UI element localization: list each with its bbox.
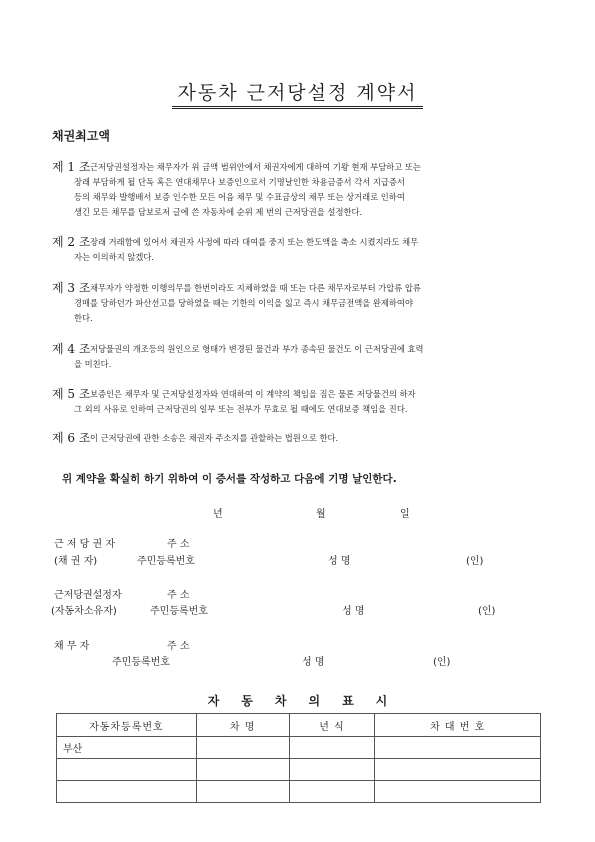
article-line: 경매를 당하던가 파산선고를 당하였을 때는 기한의 이익을 잃고 즉시 채무금전액을 완제하여야 bbox=[74, 298, 413, 308]
date-month-label: 월 bbox=[316, 509, 326, 520]
date-day-label: 일 bbox=[400, 509, 410, 520]
article-line: 등의 채무와 발행배서 보증 인수한 모든 어음 채무 및 수표금상의 채무 또는 상거래로 인하여 bbox=[74, 192, 405, 202]
debtor-id-label: 주민등록번호 bbox=[112, 657, 170, 668]
article-3 bbox=[52, 281, 542, 326]
article-1 bbox=[52, 160, 542, 220]
article-number: 제 3 조 bbox=[52, 281, 91, 295]
declaration-statement: 위 계약을 확실히 하기 위하여 이 증서를 작성하고 다음에 기명 날인한다. bbox=[62, 473, 397, 485]
article-2 bbox=[52, 235, 542, 265]
mortgagee-name-label: 성 명 bbox=[328, 556, 351, 567]
article-number: 제 1 조 bbox=[52, 160, 91, 174]
article-4 bbox=[52, 342, 542, 372]
article-line: 장래 부담하게 될 단독 혹은 연대채무나 보증인으로서 기명날인한 차용금증서 각서 지급증서 bbox=[74, 177, 405, 187]
article-number: 제 2 조 bbox=[52, 235, 91, 249]
document-title bbox=[0, 78, 595, 109]
article-5 bbox=[52, 387, 542, 417]
article-line: 저당물권의 개조등의 원인으로 형태가 변경된 물건과 부가 종속된 물건도 이 근저당권에 효력 bbox=[90, 344, 424, 354]
table-cell bbox=[375, 781, 541, 803]
article-line: 자는 이의하지 않겠다. bbox=[74, 252, 155, 262]
debtor-address-label: 주 소 bbox=[167, 641, 190, 652]
article-line: 이 근저당권에 관한 소송은 채권자 주소지를 관할하는 법원으로 한다. bbox=[90, 433, 339, 443]
article-line: 한다. bbox=[74, 313, 93, 323]
table-cell bbox=[196, 759, 289, 781]
table-cell bbox=[196, 781, 289, 803]
table-cell bbox=[375, 759, 541, 781]
article-number: 제 6 조 bbox=[52, 431, 91, 445]
article-line: 장래 거래함에 있어서 채권자 사정에 따라 대여를 중지 또는 한도액을 축소 시켰지라도 채무 bbox=[90, 237, 419, 247]
article-line: 보증인은 채무자 및 근저당설정자와 연대하여 이 계약의 책임을 짐은 물론 저당물건의 하자 bbox=[90, 389, 416, 399]
mortgagor-address-label: 주 소 bbox=[167, 590, 190, 601]
vehicle-table-header-row bbox=[57, 714, 541, 737]
article-line: 그 외의 사유로 인하여 근저당권의 일부 또는 전부가 무효로 될 때에도 연대보증 책임을 진다. bbox=[74, 404, 408, 414]
table-row bbox=[57, 759, 541, 781]
table-cell bbox=[289, 781, 375, 803]
table-row bbox=[57, 781, 541, 803]
table-row bbox=[57, 737, 541, 759]
article-line: 을 미친다. bbox=[74, 359, 112, 369]
mortgagee-id-label: 주민등록번호 bbox=[137, 556, 195, 567]
mortgagee-role-sub: (채 권 자) bbox=[54, 556, 98, 567]
article-line: 생긴 모든 채무를 담보로저 글에 쓴 자동차에 순위 제 번의 근저당권을 설정한다. bbox=[74, 207, 363, 217]
article-number: 제 4 조 bbox=[52, 342, 91, 356]
debtor-seal: (인) bbox=[433, 657, 451, 668]
mortgagor-id-label: 주민등록번호 bbox=[150, 606, 208, 617]
table-cell bbox=[289, 737, 375, 759]
mortgagor-name-label: 성 명 bbox=[342, 606, 365, 617]
header-model-year: 년 식 bbox=[289, 714, 375, 737]
article-line: 근저당권설정자는 채무자가 위 금액 범위안에서 채권자에게 대하여 기왕 현재 부담하고 또는 bbox=[90, 162, 421, 172]
section-heading-max-claim: 채권최고액 bbox=[52, 129, 110, 143]
mortgagee-seal: (인) bbox=[466, 556, 484, 567]
article-number: 제 5 조 bbox=[52, 387, 91, 401]
header-vehicle-name: 차 명 bbox=[196, 714, 289, 737]
vehicle-table bbox=[56, 713, 541, 803]
table-cell bbox=[196, 737, 289, 759]
table-cell bbox=[289, 759, 375, 781]
mortgagor-role: 근저당권설정자 bbox=[54, 590, 122, 601]
debtor-name-label: 성 명 bbox=[302, 657, 325, 668]
table-cell bbox=[57, 781, 197, 803]
table-cell: 부산 bbox=[57, 737, 197, 759]
article-line: 채무자가 약정한 이행의무를 한번이라도 지체하였을 때 또는 다른 채무자로부터 가압류 압류 bbox=[90, 283, 421, 293]
date-year-label: 년 bbox=[213, 509, 223, 520]
article-6 bbox=[52, 431, 542, 446]
mortgagee-role: 근 저 당 권 자 bbox=[54, 539, 116, 550]
mortgagor-role-sub: (자동차소유자) bbox=[51, 606, 117, 617]
mortgagor-seal: (인) bbox=[478, 606, 496, 617]
mortgagee-address-label: 주 소 bbox=[167, 539, 190, 550]
header-registration-number: 자동차등록번호 bbox=[57, 714, 197, 737]
table-cell bbox=[375, 737, 541, 759]
header-chassis-number: 차 대 번 호 bbox=[375, 714, 541, 737]
table-cell bbox=[57, 759, 197, 781]
document-title-text: 자동차 근저당설정 계약서 bbox=[172, 78, 424, 109]
debtor-role: 채 무 자 bbox=[54, 641, 90, 652]
vehicle-section-heading: 자동차의표시 bbox=[207, 694, 410, 708]
